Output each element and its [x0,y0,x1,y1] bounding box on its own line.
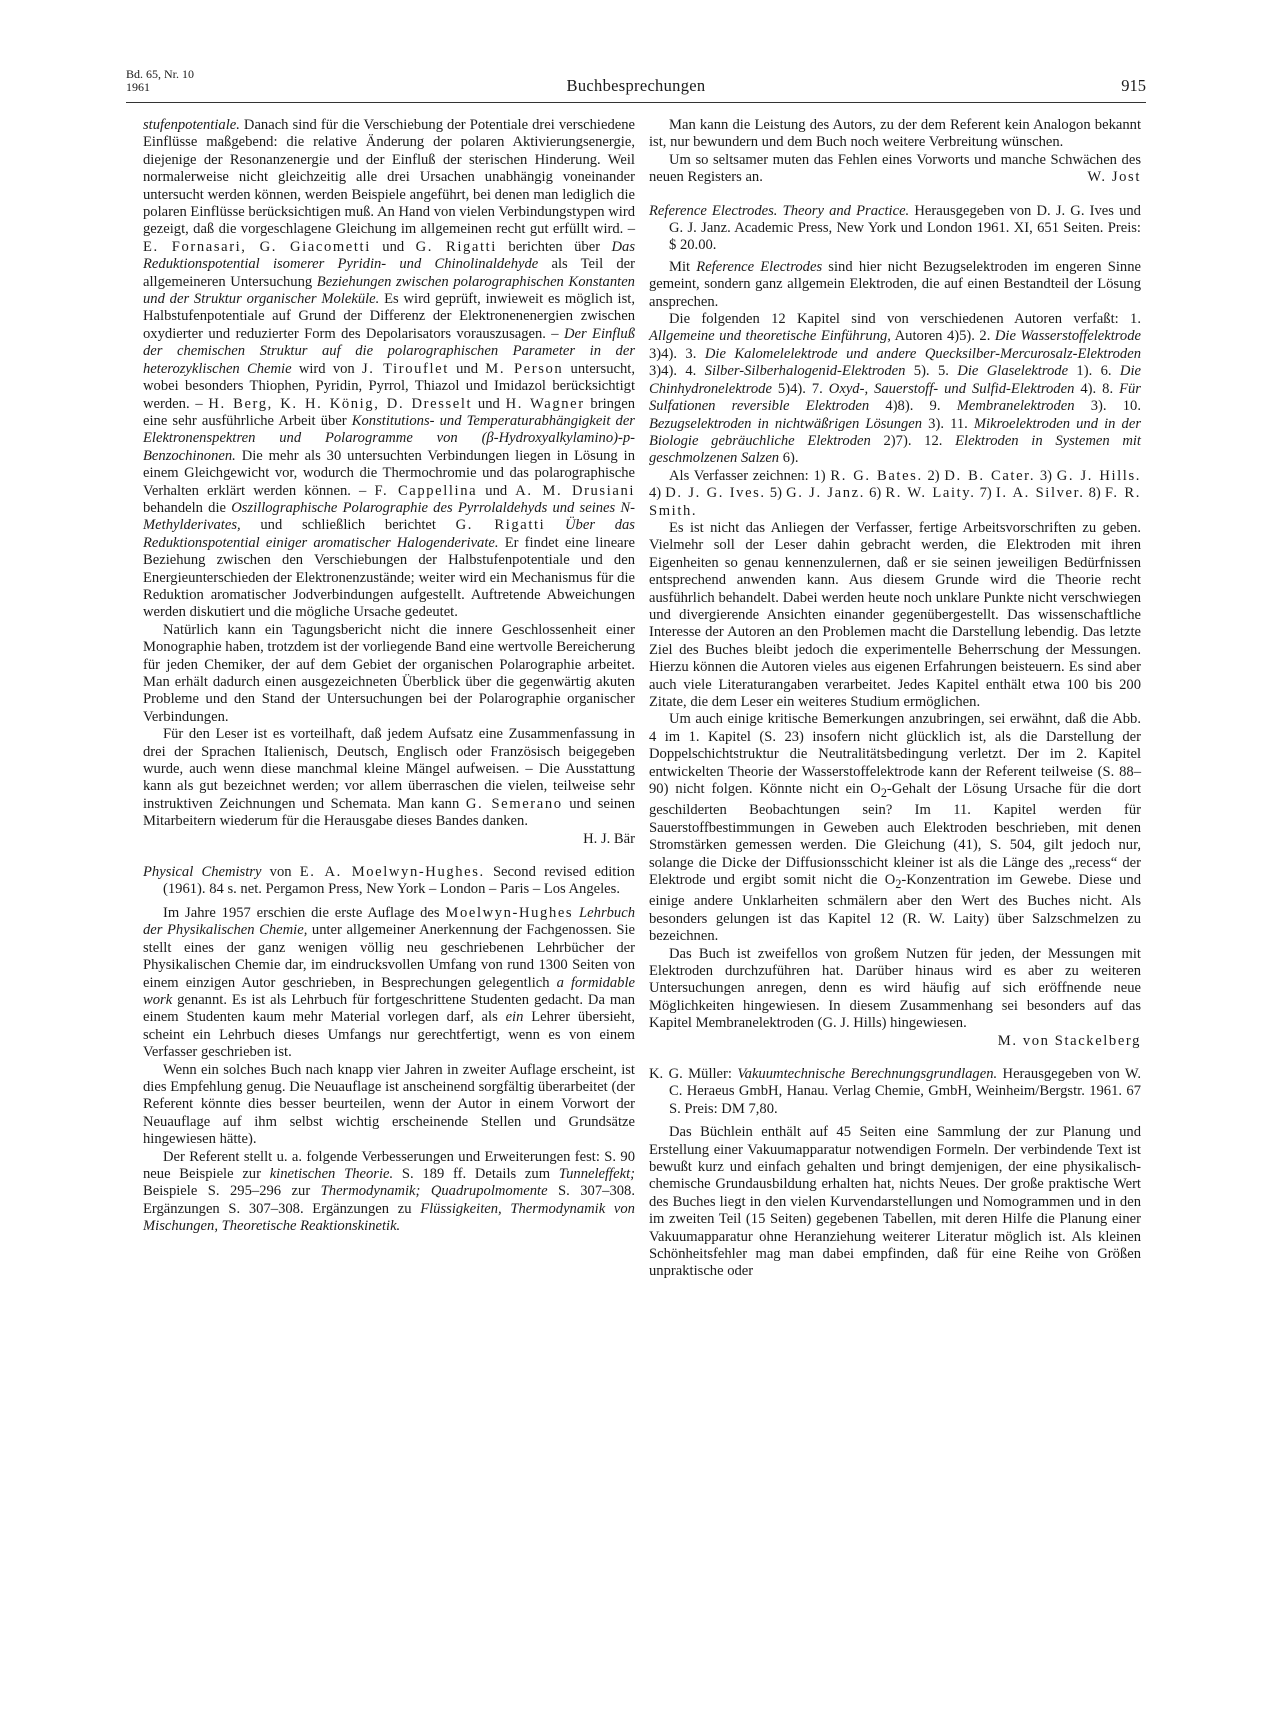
right-column [649,117,1141,1281]
paragraph: Das Buch ist zweifellos von großem Nutzen für jeden, der Messungen mit Elektroden durchzuführen hat. Darüber hinaus wird es aber zu weiteren Untersuchungen anregen, denn es wird häufig auf sich eröffnende neue Möglichkeiten hingewiesen. In diesem Zusammenhang sei besonders auf das Kapitel Membranelektroden (G. J. Hills) hingewiesen. M. von Stackelberg [649,945,1141,1049]
page-number: 915 [1121,76,1146,95]
section-title: Buchbesprechungen [566,76,706,95]
paragraph: Um auch einige kritische Bemerkungen anzubringen, sei erwähnt, daß die Abb. 4 im 1. Kapitel (S. 23) insofern nicht glücklich ist, als die Darstellung der Doppelschichtstruktur die Neutralitätsbedingung verletzt. Der im 2. Kapitel entwickelten Theorie der Wasserstoffelektrode kann der Referent teilweise (S. 88–90) nicht folgen. Könnte nicht ein $O_2$-Gehalt der Lösung Ursache für die dort geschilderten Beobachtungen sein? Im 11. Kapitel werden für Sauerstoffbestimmungen in Geweben auch Elektroden beschrieben, mit denen Stromstärken gemessen werden. Die Gleichung (41), S. 504, gilt jedoch nur, solange die Dicke der Diffusionsschicht kleiner ist als die Länge des „recess“ der Elektrode und ergibt somit nicht die $O_2$-Konzentration im Gewebe. Diese und einige andere Unklarheiten schmälern aber den Wert des Buches nicht. Als besonders gelungen ist das Kapitel 12 (R. W. Laity) über Salzschmelzen zu bezeichnen. [649,711,1141,945]
paragraph: Das Büchlein enthält auf 45 Seiten eine Sammlung der zur Planung und Erstellung einer Vakuumapparatur notwendigen Formeln. Der verbindende Text ist bewußt kurz und einfach gehalten und bringt demjenigen, der eine physikalisch-chemische Grundausbildung erhalten hat, nichts Neues. Der große praktische Wert des Buches liegt in den vielen Kurvendarstellungen und Nomogrammen und in den im zweiten Teil (15 Seiten) gegebenen Tabellen, mit deren Hilfe die Planung einer Vakuumapparatur ohne Heranziehung weiterer Literatur möglich ist. Als kleinen Schönheitsfehler mag man dabei empfinden, daß für eine Reihe von Größen unpraktische oder [649,1124,1141,1280]
paragraph: Wenn ein solches Buch nach knapp vier Jahren in zweiter Auflage erscheint, ist dies Empfehlung genug. Die Neuauflage ist anscheinend sorgfältig überarbeitet (der Referent könnte dies besser beurteilen, wenn der Autor in einem Vorwort der Neuauflage auf ihm selbst wichtig erscheinende Stellen und Grundsätze hingewiesen hätte). [143,1061,635,1148]
reviewer-signature: H. J. Bär [583,830,635,847]
paragraph: Für den Leser ist es vorteilhaft, daß jedem Aufsatz eine Zusammenfassung in drei der Sprachen Italienisch, Deutsch, Englisch oder Französisch beigegeben wurde, auch wenn diese manchmal kleine Mängel aufweisen. – Die Ausstattung kann als gut bezeichnet werden; vor allem überraschen die vielen, teilweise sehr instruktiven Zeichnungen und Schemata. Man kann G. Semerano und seinen Mitarbeitern wiederum für die Herausgabe dieses Bandes danken. H. J. Bär [143,726,635,847]
paragraph: Man kann die Leistung des Autors, zu der dem Referent kein Analogon bekannt ist, nur bewundern und dem Buch noch weitere Verbreitung wünschen. [649,117,1141,151]
paragraph: Mit Reference Electrodes sind hier nicht Bezugselektroden im engeren Sinne gemeint, sondern ganz allgemein Elektroden, die auf einen Bestandteil der Lösung ansprechen. [649,258,1141,310]
volume-year: 1961 [126,80,150,94]
reviewer-signature: M. von Stackelberg [997,1032,1141,1049]
volume-number: Bd. 65, Nr. 10 [126,67,195,81]
paragraph: Um so seltsamer muten das Fehlen eines Vorworts und manche Schwächen des neuen Registers an. W. Jost [649,151,1141,186]
paragraph: Als Verfasser zeichnen: 1) R. G. Bates. 2) D. B. Cater. 3) G. J. Hills. 4) D. J. G. Ives. 5) G. J. Janz. 6) R. W. Laity. 7) I. A. Silver. 8) F. R. Smith. [649,467,1141,519]
paragraph: Die folgenden 12 Kapitel sind von verschiedenen Autoren verfaßt: 1. Allgemeine und theoretische Einführung, Autoren 4)5). 2. Die Wasserstoffelektrode 3)4). 3. Die Kalomelelektrode und andere Quecksilber-Mercurosalz-Elektroden 3)4). 4. Silber-Silberhalogenid-Elektroden 5). 5. Die Glaselektrode 1). 6. Die Chinhydronelektrode 5)4). 7. Oxyd-, Sauerstoff- und Sulfid-Elektroden 4). 8. Für Sulfationen reversible Elektroden 4)8). 9. Membranelektroden 3). 10. Bezugselektroden in nichtwäßrigen Lösungen 3). 11. Mikroelektroden und in der Biologie gebräuchliche Elektroden 2)7). 12. Elektroden in Systemen mit geschmolzenen Salzen 6). [649,311,1142,467]
reviewer-signature: W. Jost [1087,169,1141,186]
paragraph: Der Referent stellt u. a. folgende Verbesserungen und Erweiterungen fest: S. 90 neue Beispiele zur kinetischen Theorie. S. 189 ff. Details zum Tunneleffekt; Beispiele S. 295–296 zur Thermodynamik; Quadrupolmomente S. 307–308. Ergänzungen S. 307–308. Ergänzungen zu Flüssigkeiten, Thermodynamik von Mischungen, Theoretische Reaktionskinetik. [143,1148,635,1235]
paragraph: Natürlich kann ein Tagungsbericht nicht die innere Geschlossenheit einer Monographie haben, trotzdem ist der vorliegende Band eine wertvolle Bereicherung für jeden Chemiker, der auf dem Gebiet der organischen Polarographie arbeitet. Man erhält dadurch einen ausgezeichneten Überblick über die gegenwärtig akuten Probleme und den Stand der Untersuchungen bei der Polarographie organischer Verbindungen. [143,621,635,725]
paragraph: Im Jahre 1957 erschien die erste Auflage des Moelwyn-Hughes Lehrbuch der Physikalischen Chemie, unter allgemeiner Anerkennung der Fachgenossen. Sie stellt eines der ganz wenigen völlig neu geschriebenen Lehrbücher der Physikalischen Chemie dar, im eindrucksvollen Umfang von rund 1300 Seiten von einem einzigen Autor geschrieben, in Besprechungen gelegentlich a formidable work genannt. Es ist als Lehrbuch für fortgeschrittene Studenten gedacht. Da man einem Studenten kaum mehr Material vorlegen darf, als ein Lehrer übersieht, scheint ein Lehrbuch dieses Umfangs nur gerechtfertigt, wenn es von einem Verfasser geschrieben ist. [143,904,636,1061]
book-entry: Reference Electrodes. Theory and Practice. Herausgegeben von D. J. G. Ives und G. J. Janz. Academic Press, New York und London 1961. XI, 651 Seiten. Preis: $ 20.00. [649,202,1141,254]
paragraph: stufenpotentiale. Danach sind für die Verschiebung der Potentiale drei verschiedene Einflüsse maßgebend: die relative Änderung der polaren Aktivierungsenergie, diejenige der Resonanzenergie und der Einfluß der sterischen Hinderung. Weil normalerweise nicht gleichzeitig alle drei Ursachen unabhängig voneinander untersucht werden können, werden Beispiele angeführt, bei denen man lediglich die polaren Einflüsse berücksichtigen muß. An Hand von vielen Verbindungstypen wird gezeigt, daß die vorgeschlagene Gleichung im allgemeinen recht gut erfüllt wird. – E. Fornasari, G. Giacometti und G. Rigatti berichten über Das Reduktionspotential isomerer Pyridin- und Chinolinaldehyde als Teil der allgemeineren Untersuchung Beziehungen zwischen polarographischen Konstanten und der Struktur organischer Moleküle. Es wird geprüft, inwieweit es möglich ist, Halbstufenpotentiale auf Grund der Differenz der Elektronenenergien zwischen oxydierter und reduzierter Form des Depolarisators vorauszusagen. – Der Einfluß der chemischen Struktur auf die polarographischen Parameter in der heterozyklischen Chemie wird von J. Tirouflet und M. Person untersucht, wobei besonders Thiophen, Pyridin, Pyrrol, Thiazol und Imidazol berücksichtigt werden. – H. Berg, K. H. König, D. Dresselt und H. Wagner bringen eine sehr ausführliche Arbeit über Konstitutions- und Temperaturabhängigkeit der Elektronenspektren und Polarogramme von (β-Hydroxyalkylamino)-p-Benzochinonen. Die mehr als 30 untersuchten Verbindungen liegen in Lösung in einem Gleichgewicht vor, wodurch die Thermochromie und das polarographische Verhalten erklärt werden können. – F. Cappellina und A. M. Drusiani behandeln die Oszillographische Polarographie des Pyrrolaldehyds und seines N-Methylderivates, und schließlich berichtet G. Rigatti Über das Reduktionspotential einiger aromatischer Halogenderivate. Er findet eine lineare Beziehung zwischen den Verschiebungen der Halbstufenpotentiale und den Energieunterschieden der Elektronenzustände; weiter wird ein Mechanismus für die Reduktion aromatischer Jodverbindungen aufgestellt. Auftretende Abweichungen werden diskutiert und die mögliche Ursache gedeutet. [143,117,636,621]
left-column [143,117,635,1236]
paragraph: Es ist nicht das Anliegen der Verfasser, fertige Arbeitsvorschriften zu geben. Vielmehr soll der Leser dahin gebracht werden, die Elektroden mit ihren Eigenheiten so genau kennenzulernen, daß er sie seinen jeweiligen Bedürfnissen entsprechend anwenden kann. Aus diesem Grunde wird die Theorie recht ausführlich behandelt. Dabei werden heute noch unklare Punkte nicht verschwiegen und divergierende Ansichten einander gegenübergestellt. Das wissenschaftliche Interesse der Autoren an den Problemen macht die Darstellung lebendig. Das letzte Ziel des Buches bleibt jedoch die experimentelle Beherrschung der Messungen. Hierzu können die Autoren vieles aus eigenen Erfahrungen beisteuern. Es sind aber auch viele Literaturangaben verarbeitet. Jedes Kapitel enthält etwa 100 bis 200 Zitate, die dem Leser ein weiteres Studium ermöglichen. [649,519,1141,710]
book-entry: Physical Chemistry von E. A. Moelwyn-Hughes. Second revised edition (1961). 84 s. net. Pergamon Press, New York – London – Paris – Los Angeles. [143,864,635,898]
page-header [126,66,1146,103]
book-entry: K. G. Müller: Vakuumtechnische Berechnungsgrundlagen. Herausgegeben von W. C. Heraeus GmbH, Hanau. Verlag Chemie, GmbH, Weinheim/Bergstr. 1961. 67 S. Preis: DM 7,80. [649,1065,1141,1117]
